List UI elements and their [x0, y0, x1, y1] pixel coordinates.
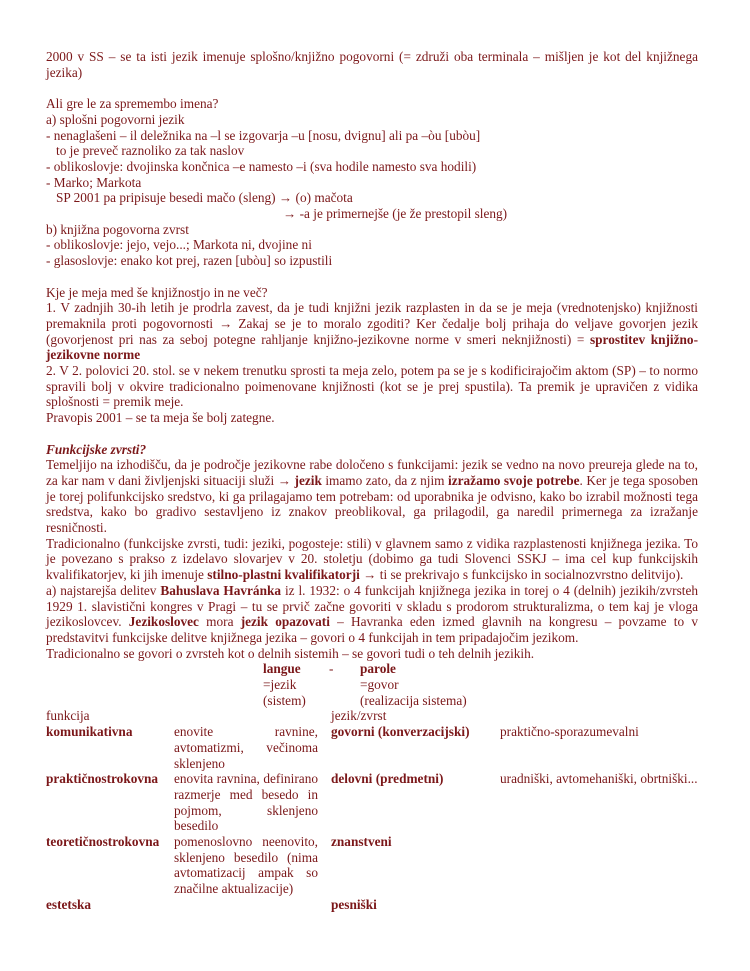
- text-segment: Tradicionalno (funkcijske zvrsti, tudi: jeziki, pogosteje: stili) v glavnem samo z vidika razplastenosti knjižnega jezika. To je povezano s prakso z izdelavo slovarjev v 20. stoletju (dobimo ga tudi Slovenci SSKJ – ima cel kup funkcijskih kvalifikatorjev, ki jih imenuje: [46, 535, 698, 583]
- text-block: [46, 159, 698, 175]
- text-segment: Kje je meja med še knjižnostjo in ne več?: [46, 284, 268, 300]
- text-block: [46, 206, 698, 222]
- text-block: [46, 128, 698, 144]
- variety-cell: pesniški: [331, 896, 377, 912]
- langue-label: langue: [263, 661, 301, 677]
- text-segment: Pravopis 2001 – se ta meja še bolj zategne.: [46, 410, 275, 426]
- text-block: [46, 175, 698, 191]
- table-row: [46, 771, 698, 834]
- text-segment: - oblikoslovje: dvojinska končnica –e namesto –i (sva hodile namesto sva hodili): [46, 158, 477, 174]
- examples-cell: uradniški, avtomehaniški, obrtniški...: [500, 771, 698, 787]
- variety-cell: znanstveni: [331, 834, 392, 850]
- examples-cell: [500, 834, 698, 897]
- description-cell: pomenoslovno neenovito, sklenjeno besedilo (nima avtomatizacij ampak so značilne aktualizacije): [174, 834, 318, 897]
- bold-text: Jezikoslovec: [128, 614, 199, 630]
- blank-line: [46, 80, 698, 96]
- langue-parole-row: [46, 661, 698, 677]
- text-segment: 2. V 2. polovici 20. stol. se v nekem trenutku sprosti ta meja zelo, potem pa se je s kodificirajočim aktom (SP) – to normo spravili bolj v okvire tradicionalno poimenovane knjižnosti (kot se je prej spustila). Ta premik je upravičen z vidika splošnosti = premik meje.: [46, 363, 698, 410]
- text-block: [46, 96, 698, 112]
- text-segment: → -a je primernejše (je že prestopil sleng): [283, 206, 508, 222]
- text-segment: Funkcijske zvrsti?: [46, 441, 147, 457]
- text-block: [46, 237, 698, 253]
- table-row: [46, 724, 698, 771]
- table-row: [46, 897, 698, 913]
- text-segment: a) najstarejša delitev: [46, 582, 161, 598]
- bold-text: sprostitev knjižno-jezikovne norme: [46, 331, 699, 363]
- text-segment: → ti se prekrivajo s funkcijsko in socialnozvrstno delitvijo).: [359, 567, 684, 583]
- text-segment: Tradicionalno se govori o zvrsteh kot o delnih sistemih – se govori tudi o teh delnih jezikih.: [46, 645, 535, 661]
- description-cell: [174, 897, 331, 913]
- bold-text: jezik opazovati: [240, 614, 330, 630]
- function-cell: komunikativna: [46, 724, 133, 740]
- text-segment: - Marko; Markota: [46, 174, 142, 190]
- parole-label: parole: [360, 661, 396, 677]
- text-block: [46, 49, 698, 80]
- langue-note: (sistem): [263, 692, 306, 708]
- blank-line: [46, 426, 698, 442]
- function-cell: estetska: [46, 896, 92, 912]
- function-cell: praktičnostrokovna: [46, 771, 159, 787]
- text-segment: Ali gre le za spremembo imena?: [46, 96, 219, 112]
- text-block: [46, 363, 698, 410]
- text-block: [46, 285, 698, 301]
- text-segment: 1. V zadnjih 30-ih letih je prodrla zavest, da je tudi knjižni jezik razplasten in da se je meja (vrednotenjsko) knjižnosti premaknila proti pogovornosti → Zakaj se je to moralo zgoditi? Ker čedalje bolj prihaja do veljave govorjen jezik (govorjenost pri nas za seboj potegne rahljanje knjižno-jezikovne norme v smeri neknjižnosti) =: [46, 300, 698, 347]
- text-block: [46, 457, 698, 536]
- bold-text: stilno-plastni kvalifikatorji: [207, 567, 360, 583]
- description-cell: enovita ravnina, definirano razmerje med besedo in pojmom, sklenjeno besedilo: [174, 771, 318, 834]
- notes-row: [46, 693, 698, 709]
- parole-note: (realizacija sistema): [360, 692, 467, 708]
- text-block: [46, 253, 698, 269]
- text-segment: imamo zato, da z njim: [321, 472, 449, 488]
- column-header-variety: jezik/zvrst: [331, 708, 387, 724]
- equivalents-row: [46, 677, 698, 693]
- text-block: [46, 222, 698, 238]
- parole-equivalent: =govor: [360, 677, 399, 693]
- text-segment: iz l. 1932: o 4 funkcijah knjižnega jezika in torej o 4 (delnih) jezikih/zvrsteh 1929 1. slavistični kongres v Pragi – tu se prvič začne govoriti v skladu s prodorom strukturalizma, o tem kaj je vloga jezikoslovcev.: [46, 582, 698, 630]
- text-block: [46, 410, 698, 426]
- text-block: [46, 536, 698, 583]
- text-segment: - nenaglašeni – il deležnika na –l se izgovarja –u [nosu, dvignu] ali pa –òu [ubòu]: [46, 127, 481, 143]
- text-block: [46, 646, 698, 662]
- text-block: [46, 112, 698, 128]
- text-segment: – Havranka eden izmed glavnih na kongresu – povzame to v predstavitvi funkcijske delitve knjižnega jezika – govori o 4 funkcijah in tem pripadajočim jezikom.: [46, 614, 698, 645]
- functional-varieties-table: [46, 724, 698, 912]
- text-segment: - oblikoslovje: jejo, vejo...; Markota ni, dvojine ni: [46, 237, 312, 253]
- bold-text: jezik: [294, 472, 322, 488]
- column-headers: [46, 708, 698, 724]
- text-segment: 2000 v SS – se ta isti jezik imenuje splošno/knjižno pogovorni (= združi oba terminala – mišljen je kot del knjižnega jezika): [46, 49, 698, 80]
- function-cell: teoretičnostrokovna: [46, 834, 160, 850]
- examples-cell: praktično-sporazumevalni: [500, 724, 639, 740]
- text-segment: mora: [198, 614, 241, 630]
- text-block: [46, 300, 698, 363]
- document-page: [46, 49, 698, 913]
- blank-line: [46, 269, 698, 285]
- text-segment: Temeljijo na izhodišču, da je področje jezikovne rabe določeno s funkcijami: jezik se vedno na novo preureja glede na to, za kar nam v dani življenjski situaciji služi →: [46, 457, 698, 488]
- variety-cell: govorni (konverzacijski): [331, 724, 470, 740]
- text-segment: a) splošni pogovorni jezik: [46, 111, 185, 127]
- text-block: [46, 583, 698, 646]
- bold-text: Bahuslava Havránka: [160, 582, 282, 598]
- section-heading: [46, 442, 698, 458]
- description-cell: enovite ravnine, avtomatizmi, večinoma sklenjeno: [174, 724, 318, 771]
- text-segment: - glasoslovje: enako kot prej, razen [ubòu] so izpustili: [46, 253, 333, 269]
- text-block: [46, 143, 698, 159]
- text-block: [46, 190, 698, 206]
- column-header-function: funkcija: [46, 708, 90, 724]
- text-segment: SP 2001 pa pripisuje besedi mačo (sleng) → (o) mačota: [56, 190, 353, 206]
- text-segment: to je preveč raznoliko za tak naslov: [56, 143, 245, 159]
- bold-text: izražamo svoje potrebe: [448, 472, 580, 488]
- dash-separator: -: [329, 661, 334, 677]
- text-segment: . Ker je tega sposoben je torej polifunkcijsko sredstvo, ki ga prilagajamo tem potrebam: od uporabnika je odvisno, kako bo izrabil možnosti tega sredstva, kako bo gradivo sestavljeno iz znakov preoblikoval, ga prilagodil, ga naredil primernega za izražanje resničnosti.: [46, 472, 698, 536]
- text-segment: b) knjižna pogovorna zvrst: [46, 221, 189, 237]
- document-body: [46, 49, 698, 661]
- variety-cell: delovni (predmetni): [331, 771, 444, 787]
- table-row: [46, 834, 698, 897]
- langue-equivalent: =jezik: [263, 677, 297, 693]
- examples-cell: [500, 897, 698, 913]
